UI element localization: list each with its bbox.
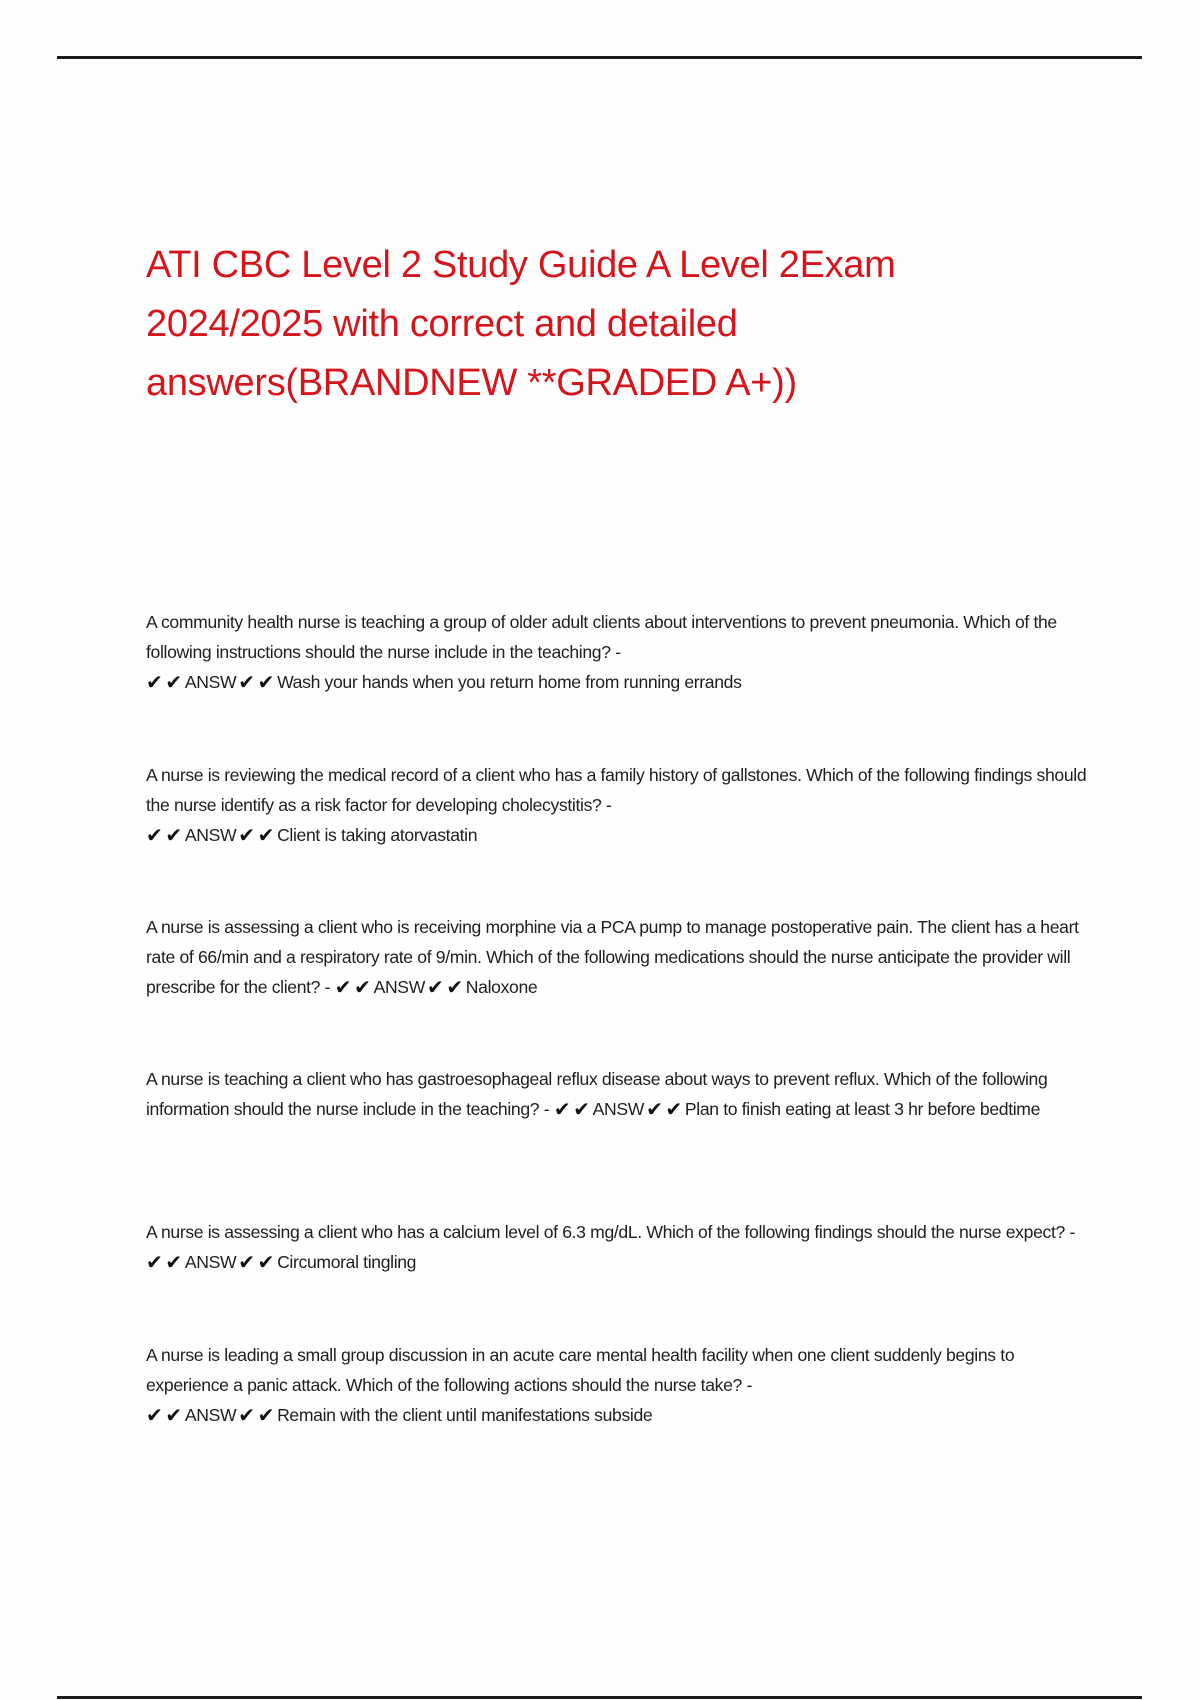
check-icon: ✔ [257, 672, 275, 694]
answer-tag: ANSW [592, 1099, 645, 1119]
answer-text: Client is taking atorvastatin [277, 825, 478, 845]
separator: - [610, 642, 621, 662]
question-text: A nurse is assessing a client who is receiving morphine via a PCA pump to manage postoperative pain. The client has a heart rate of 66/min and a respiratory rate of 9/min. Which of the following medications should the nurse anticipate the provider will prescribe for the client? [146, 917, 1079, 997]
separator: - [1064, 1222, 1075, 1242]
header-rule [57, 56, 1142, 59]
check-icon: ✔ [165, 1252, 182, 1274]
answer-text: Plan to finish eating at least 3 hr before bedtime [684, 1099, 1041, 1119]
question-text: A nurse is assessing a client who has a calcium level of 6.3 mg/dL. Which of the following findings should the nurse expect? [146, 1222, 1065, 1242]
check-icon: ✔ [334, 977, 352, 999]
answer-text: Remain with the client until manifestations subside [277, 1405, 653, 1425]
answer-tag: ANSW [373, 977, 425, 997]
check-icon: ✔ [354, 977, 371, 999]
answer-tag: ANSW [184, 1252, 237, 1272]
check-icon: ✔ [573, 1099, 590, 1121]
answer-text: Circumoral tingling [277, 1252, 417, 1272]
question-text: A nurse is teaching a client who has gastroesophageal reflux disease about ways to prevent reflux. Which of the following information should the nurse include in the teaching? [146, 1069, 1048, 1119]
check-icon: ✔ [146, 1252, 163, 1274]
check-icon: ✔ [238, 825, 255, 847]
check-icon: ✔ [646, 1099, 663, 1121]
check-icon: ✔ [238, 672, 255, 694]
answer-tag: ANSW [184, 672, 237, 692]
answer-tag: ANSW [184, 1405, 237, 1425]
check-icon: ✔ [238, 1252, 255, 1274]
check-icon: ✔ [146, 1405, 163, 1427]
question-text: A nurse is reviewing the medical record of a client who has a family history of gallstones. Which of the following findings should the nurse identify as a risk factor for developing cholecystitis? [146, 765, 1087, 815]
check-icon: ✔ [165, 672, 182, 694]
check-icon: ✔ [257, 825, 275, 847]
qa-item [146, 912, 1096, 1002]
check-icon: ✔ [426, 977, 444, 999]
check-icon: ✔ [665, 1099, 682, 1121]
check-icon: ✔ [257, 1405, 275, 1427]
check-icon: ✔ [257, 1252, 275, 1274]
separator: - [601, 795, 612, 815]
check-icon: ✔ [146, 672, 163, 694]
qa-item [146, 607, 1096, 697]
check-icon: ✔ [165, 825, 182, 847]
document-title: ATI CBC Level 2 Study Guide A Level 2Exam 2024/2025 with correct and detailed answers(BRANDNEW **GRADED A+)) [146, 244, 896, 404]
separator: - [741, 1375, 753, 1395]
answer-text: Wash your hands when you return home from running errands [277, 672, 742, 692]
check-icon: ✔ [446, 977, 463, 999]
qa-item [146, 1064, 1096, 1124]
check-icon: ✔ [553, 1099, 571, 1121]
check-icon: ✔ [146, 825, 163, 847]
separator: - [539, 1099, 554, 1119]
answer-text: Naloxone [465, 977, 538, 997]
separator: - [320, 977, 335, 997]
answer-tag: ANSW [184, 825, 237, 845]
check-icon: ✔ [165, 1405, 182, 1427]
qa-item [146, 1340, 1096, 1430]
footer-rule [57, 1696, 1142, 1699]
question-text: A nurse is leading a small group discussion in an acute care mental health facility when one client suddenly begins to experience a panic attack. Which of the following actions should the nurse take? [146, 1345, 1015, 1395]
check-icon: ✔ [238, 1405, 255, 1427]
qa-item [146, 760, 1096, 850]
question-text: A community health nurse is teaching a group of older adult clients about interventions to prevent pneumonia. Which of the following instructions should the nurse include in the teaching? [146, 612, 1057, 662]
qa-item [146, 1217, 1096, 1277]
